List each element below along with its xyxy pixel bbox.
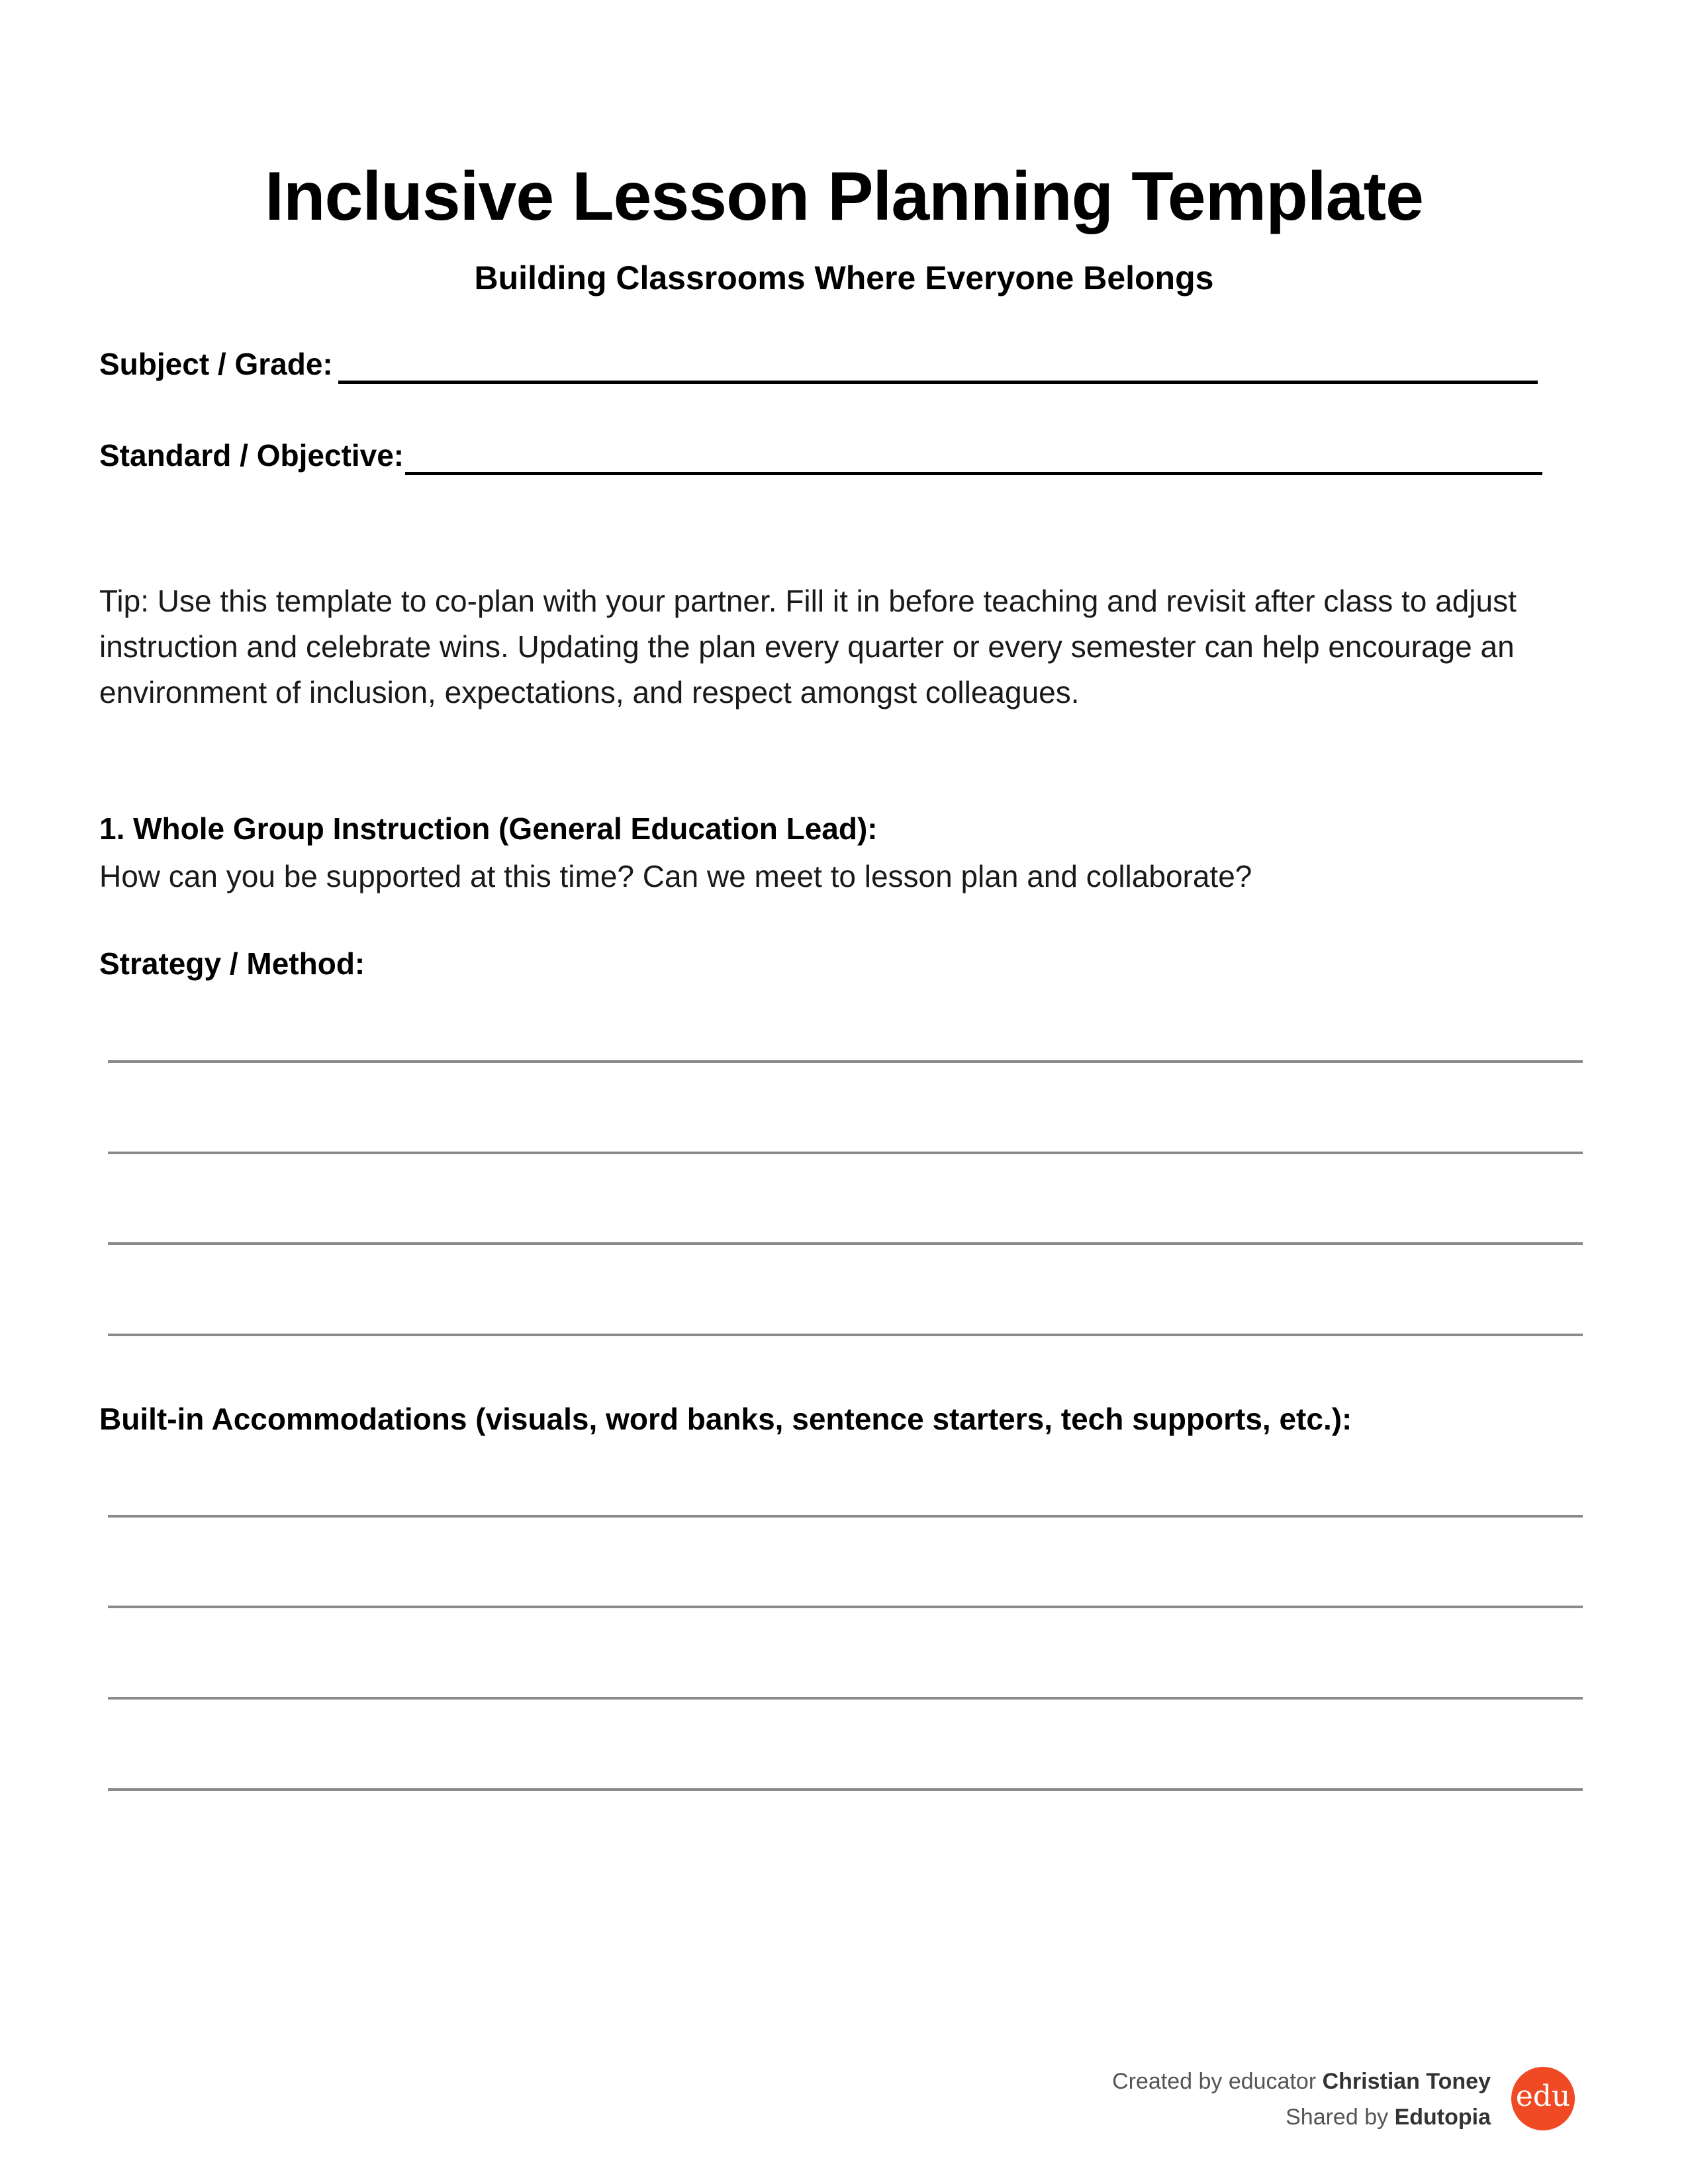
strategy-writing-line[interactable] <box>108 1060 1583 1063</box>
page-title: Inclusive Lesson Planning Template <box>265 158 1423 235</box>
standard-objective-field[interactable] <box>99 435 1542 475</box>
footer-credit <box>1112 2066 1491 2097</box>
footer-author: Christian Toney <box>1322 2069 1491 2094</box>
standard-objective-label: Standard / Objective: <box>99 438 404 473</box>
section-question: How can you be supported at this time? Can we meet to lesson plan and collaborate? <box>99 859 1252 893</box>
standard-objective-input-line[interactable] <box>405 439 1542 475</box>
strategy-writing-line[interactable] <box>108 1334 1583 1336</box>
accommodations-writing-line[interactable] <box>108 1788 1583 1791</box>
edutopia-logo-icon: edu <box>1511 2067 1575 2130</box>
strategy-writing-line[interactable] <box>108 1242 1583 1245</box>
accommodations-writing-line[interactable] <box>108 1697 1583 1700</box>
footer-publisher: Edutopia <box>1394 2105 1491 2130</box>
subject-grade-field[interactable] <box>99 344 1538 384</box>
footer-shared-prefix: Shared by <box>1286 2105 1389 2130</box>
footer-shared <box>1286 2102 1491 2132</box>
strategy-writing-line[interactable] <box>108 1152 1583 1154</box>
page-subtitle: Building Classrooms Where Everyone Belongs <box>474 259 1214 296</box>
accommodations-writing-line[interactable] <box>108 1515 1583 1518</box>
strategy-method-label: Strategy / Method: <box>99 946 365 981</box>
accommodations-writing-line[interactable] <box>108 1606 1583 1608</box>
section-heading: 1. Whole Group Instruction (General Education Lead): <box>99 811 878 846</box>
subject-grade-label: Subject / Grade: <box>99 347 333 381</box>
subject-grade-input-line[interactable] <box>338 347 1538 384</box>
tip-paragraph: Tip: Use this template to co-plan with your partner. Fill it in before teaching and revisit after class to adjust instruction and celebrate wins. Updating the plan every quarter or every semester can help encourage an environment of inclusion, expectations, and respect amongst colleagues. <box>99 584 1517 709</box>
footer-created-prefix: Created by educator <box>1112 2069 1317 2094</box>
accommodations-label: Built-in Accommodations (visuals, word banks, sentence starters, tech supports, etc.): <box>99 1402 1352 1436</box>
